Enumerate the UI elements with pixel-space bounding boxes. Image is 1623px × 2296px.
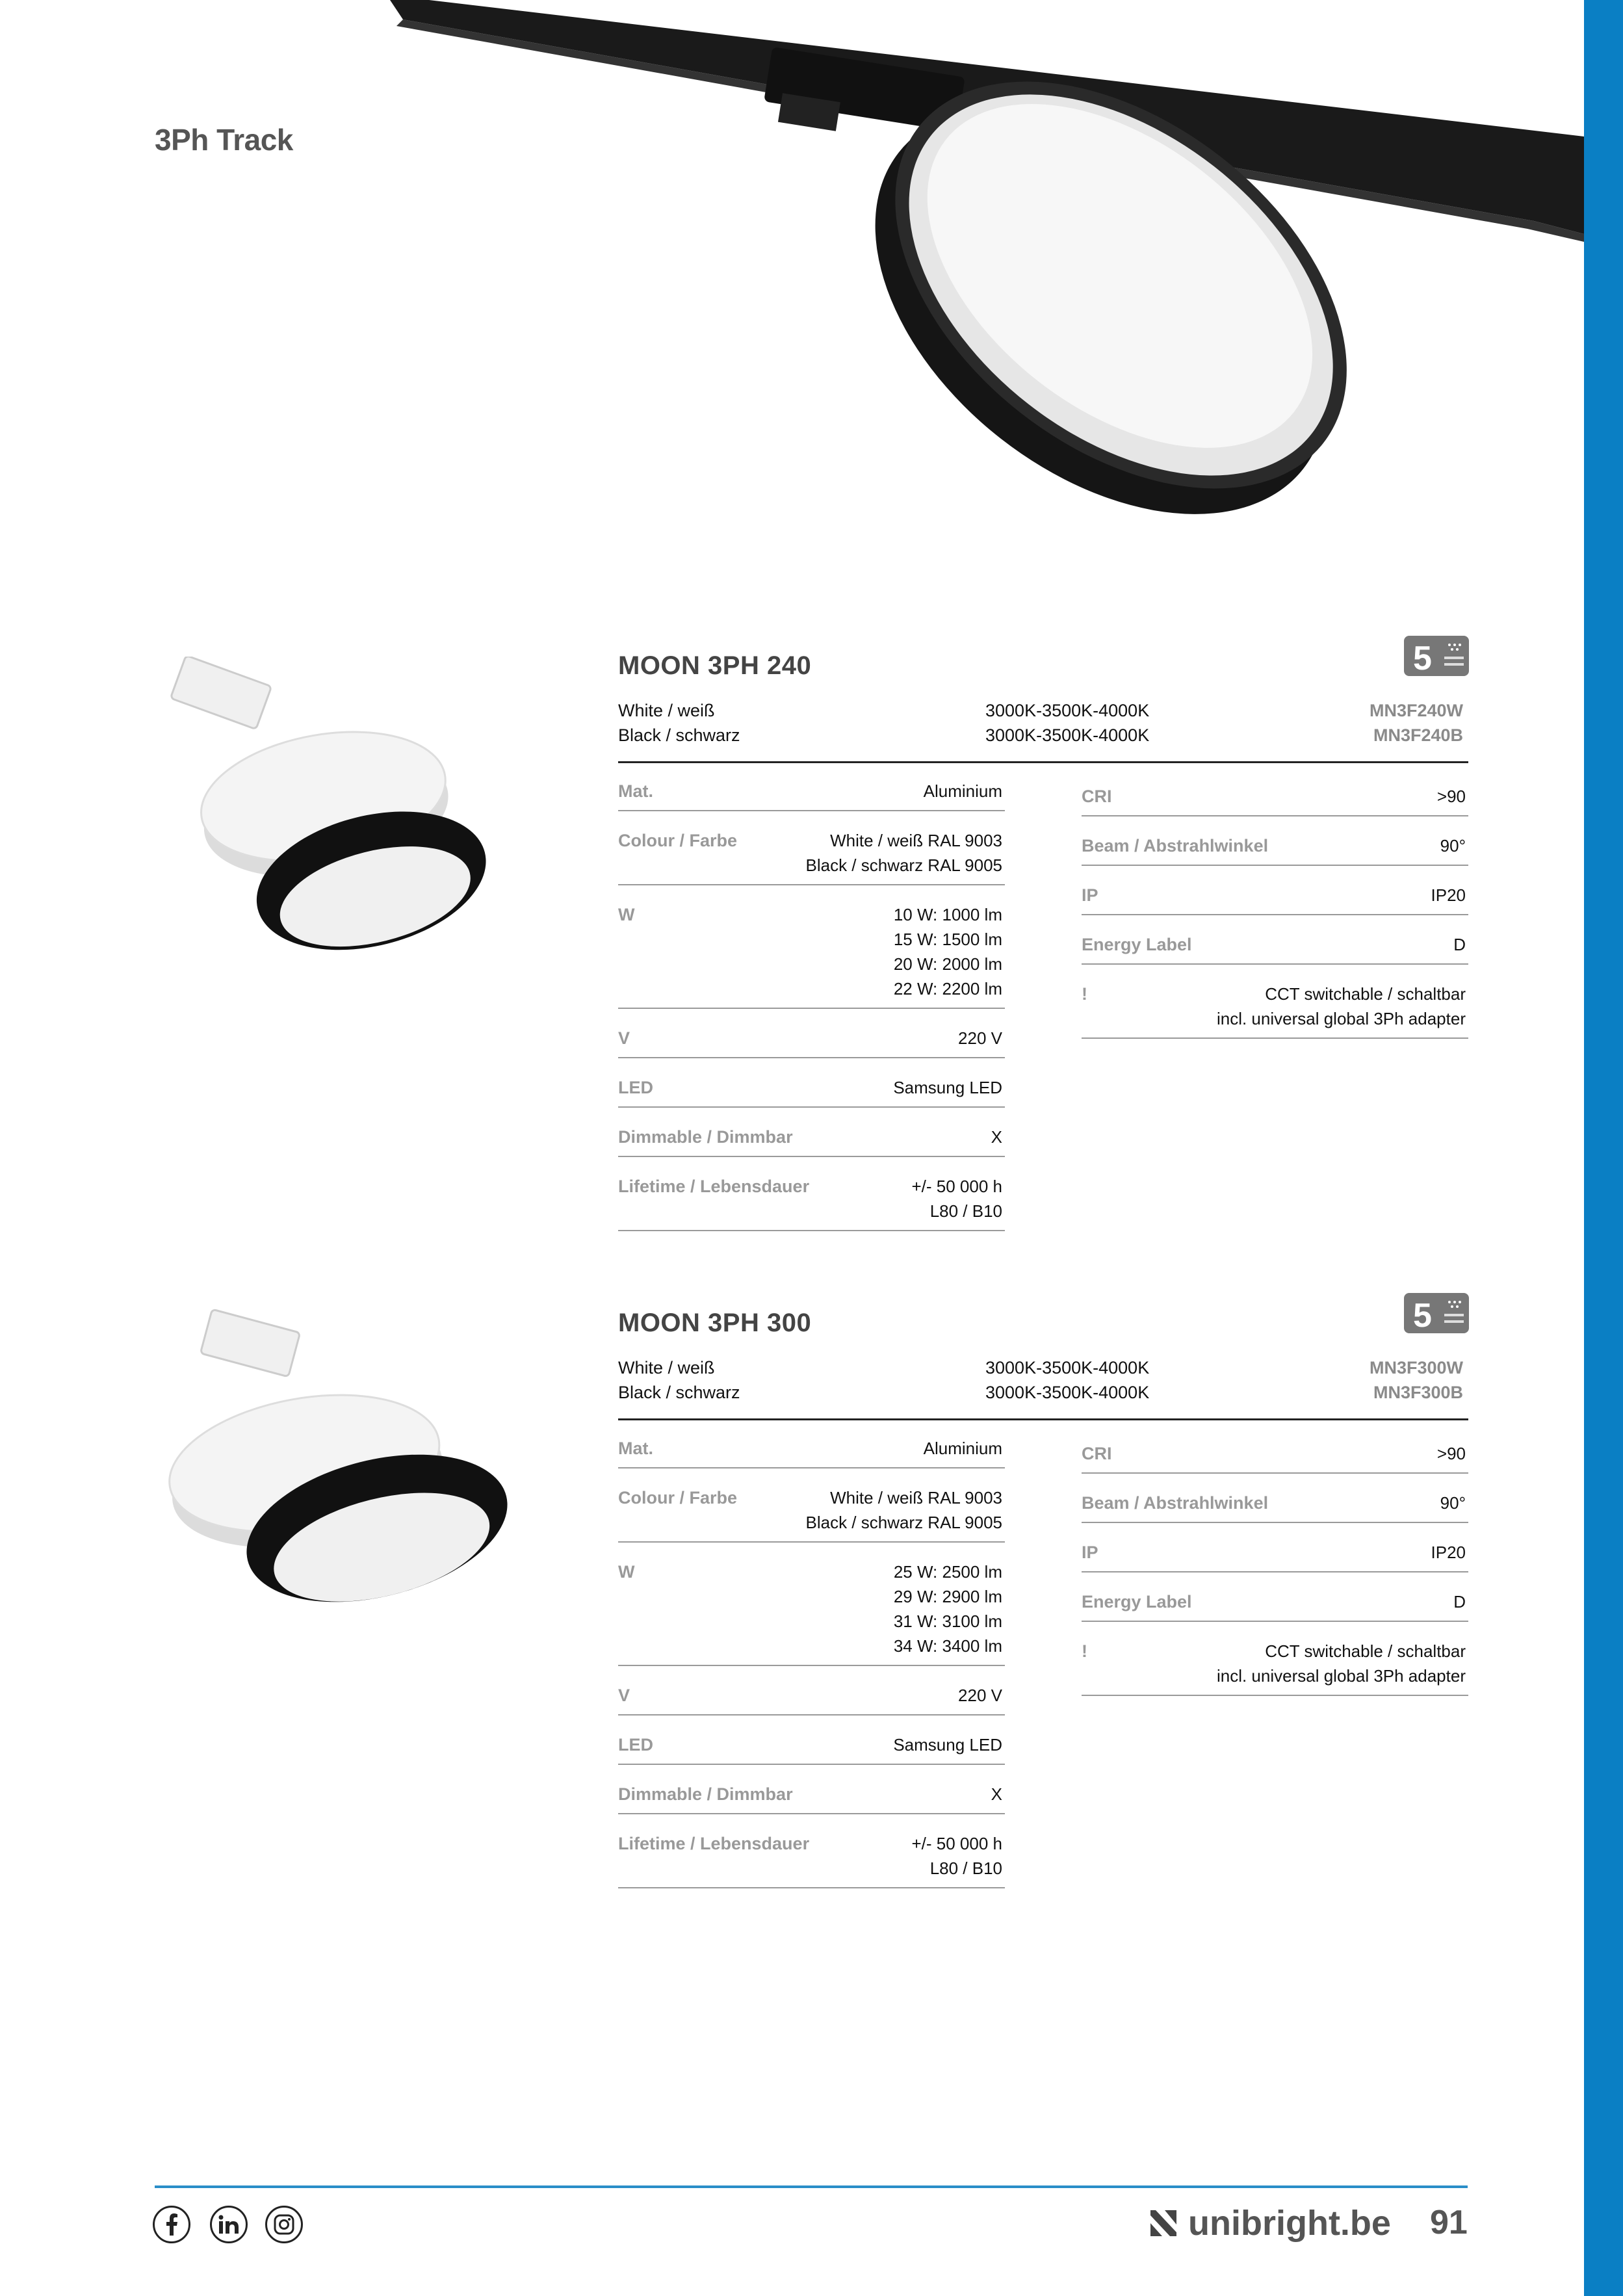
spec-row-notes (1082, 976, 1468, 1039)
spec-label: Beam / Abstrahlwinkel (1082, 836, 1269, 855)
variant-code: MN3F300W (1369, 1358, 1463, 1377)
spec-value: White / weiß RAL 9003 Black / schwarz RAL 9005 (805, 831, 1002, 875)
spec-row-notes (1082, 1634, 1468, 1696)
spec-label: Mat. (618, 1439, 653, 1458)
variant-code: MN3F240B (1373, 725, 1463, 745)
spec-table-left (618, 1431, 1005, 1900)
side-accent-bar (1584, 0, 1623, 2296)
product-moon-3ph-300 (0, 1281, 1584, 1878)
spec-table-right (1082, 1436, 1468, 1708)
spec-value: 25 W: 2500 lm 29 W: 2900 lm 31 W: 3100 lm 34 W: 3400 lm (893, 1562, 1002, 1656)
variant-cct: 3000K-3500K-4000K (985, 1358, 1150, 1377)
spec-label: ! (1082, 984, 1087, 1004)
product-name: MOON 3PH 300 (618, 1309, 812, 1337)
spec-row-cri (1082, 779, 1468, 816)
spec-label: ! (1082, 1641, 1087, 1661)
hero-product-image (390, 0, 1584, 546)
spec-row-lifetime (618, 1169, 1005, 1231)
spec-value: >90 (1436, 787, 1466, 806)
product-thumbnail (143, 1307, 546, 1645)
spec-label: IP (1082, 1543, 1098, 1562)
spec-row-led (618, 1070, 1005, 1108)
product-thumbnail (143, 657, 546, 995)
spec-label: V (618, 1686, 630, 1705)
variant-row (618, 701, 1463, 725)
variant-row (618, 725, 1463, 750)
spec-value: 220 V (958, 1028, 1002, 1048)
spec-table-right (1082, 779, 1468, 1050)
variant-color: Black / schwarz (618, 1383, 740, 1402)
variant-cct: 3000K-3500K-4000K (985, 1383, 1150, 1402)
spec-value: CCT switchable / schaltbar incl. universal global 3Ph adapter (1216, 1641, 1466, 1686)
spec-label: Energy Label (1082, 1592, 1192, 1611)
brand-logo[interactable] (1150, 2200, 1391, 2246)
spec-row-ip (1082, 1535, 1468, 1572)
spec-label: IP (1082, 885, 1098, 905)
spec-value: 220 V (958, 1686, 1002, 1705)
spec-label: Mat. (618, 781, 653, 801)
brand-mark-icon (1150, 2210, 1176, 2236)
variant-color: White / weiß (618, 1358, 715, 1377)
spec-label: Colour / Farbe (618, 831, 738, 850)
spec-label: W (618, 905, 635, 924)
spec-label: LED (618, 1078, 653, 1097)
product-name: MOON 3PH 240 (618, 651, 812, 680)
header-divider (618, 1418, 1468, 1420)
spec-value: X (991, 1784, 1002, 1804)
spec-label: Dimmable / Dimmbar (618, 1784, 793, 1804)
warranty-number: 5 (1413, 1297, 1432, 1333)
page-number: 91 (1430, 2204, 1468, 2241)
spec-row-material (618, 1431, 1005, 1468)
spec-row-dimmable (618, 1777, 1005, 1814)
footer-divider (155, 2185, 1468, 2188)
spec-value: IP20 (1431, 885, 1466, 905)
spec-label: W (618, 1562, 635, 1582)
spec-value: +/- 50 000 h L80 / B10 (911, 1177, 1002, 1221)
variant-cct: 3000K-3500K-4000K (985, 701, 1150, 720)
spec-label: Lifetime / Lebensdauer (618, 1177, 810, 1196)
spec-label: Beam / Abstrahlwinkel (1082, 1493, 1269, 1513)
spec-value: >90 (1436, 1444, 1466, 1463)
spec-row-material (618, 774, 1005, 811)
spec-row-led (618, 1727, 1005, 1765)
warranty-number: 5 (1413, 640, 1432, 676)
variant-row (618, 1383, 1463, 1407)
facebook-icon[interactable] (153, 2206, 190, 2243)
spec-value: 90° (1440, 1493, 1466, 1513)
spec-value: 10 W: 1000 lm 15 W: 1500 lm 20 W: 2000 lm 22 W: 2200 lm (893, 905, 1002, 998)
spec-row-ip (1082, 878, 1468, 915)
spec-label: Dimmable / Dimmbar (618, 1127, 793, 1147)
spec-row-voltage (618, 1678, 1005, 1715)
spec-value: +/- 50 000 h L80 / B10 (911, 1834, 1002, 1878)
spec-row-wattage (618, 1554, 1005, 1666)
warranty-badge-icon (1404, 636, 1469, 676)
linkedin-icon[interactable] (210, 2206, 248, 2243)
spec-row-colour (618, 823, 1005, 885)
spec-value: D (1453, 935, 1466, 954)
spec-row-energy-label (1082, 1584, 1468, 1622)
spec-value: IP20 (1431, 1543, 1466, 1562)
instagram-icon[interactable] (265, 2206, 303, 2243)
spec-row-wattage (618, 897, 1005, 1009)
spec-value: D (1453, 1592, 1466, 1611)
spec-value: Samsung LED (893, 1078, 1002, 1097)
spec-value: Aluminium (923, 1439, 1002, 1458)
spec-table-left (618, 774, 1005, 1243)
section-title: 3Ph Track (155, 123, 293, 157)
spec-row-dimmable (618, 1119, 1005, 1157)
spec-label: V (618, 1028, 630, 1048)
spec-value: CCT switchable / schaltbar incl. universal global 3Ph adapter (1216, 984, 1466, 1028)
spec-row-energy-label (1082, 927, 1468, 965)
brand-name: unibright.be (1188, 2204, 1391, 2243)
spec-row-cri (1082, 1436, 1468, 1474)
variant-code: MN3F240W (1369, 701, 1463, 720)
product-moon-3ph-240 (0, 624, 1584, 1221)
warranty-badge-icon (1404, 1293, 1469, 1333)
spec-row-lifetime (618, 1826, 1005, 1888)
variant-color: Black / schwarz (618, 725, 740, 745)
variant-color: White / weiß (618, 701, 715, 720)
spec-label: Lifetime / Lebensdauer (618, 1834, 810, 1853)
spec-label: CRI (1082, 1444, 1112, 1463)
spec-label: Energy Label (1082, 935, 1192, 954)
spec-value: Samsung LED (893, 1735, 1002, 1755)
variant-cct: 3000K-3500K-4000K (985, 725, 1150, 745)
variant-row (618, 1358, 1463, 1383)
spec-row-voltage (618, 1021, 1005, 1058)
header-divider (618, 761, 1468, 763)
spec-value: Aluminium (923, 781, 1002, 801)
variant-code: MN3F300B (1373, 1383, 1463, 1402)
spec-label: CRI (1082, 787, 1112, 806)
spec-label: Colour / Farbe (618, 1488, 738, 1507)
spec-row-colour (618, 1480, 1005, 1543)
spec-row-beam (1082, 828, 1468, 866)
spec-value: White / weiß RAL 9003 Black / schwarz RAL 9005 (805, 1488, 1002, 1532)
spec-value: 90° (1440, 836, 1466, 855)
spec-value: X (991, 1127, 1002, 1147)
spec-row-beam (1082, 1485, 1468, 1523)
spec-label: LED (618, 1735, 653, 1755)
